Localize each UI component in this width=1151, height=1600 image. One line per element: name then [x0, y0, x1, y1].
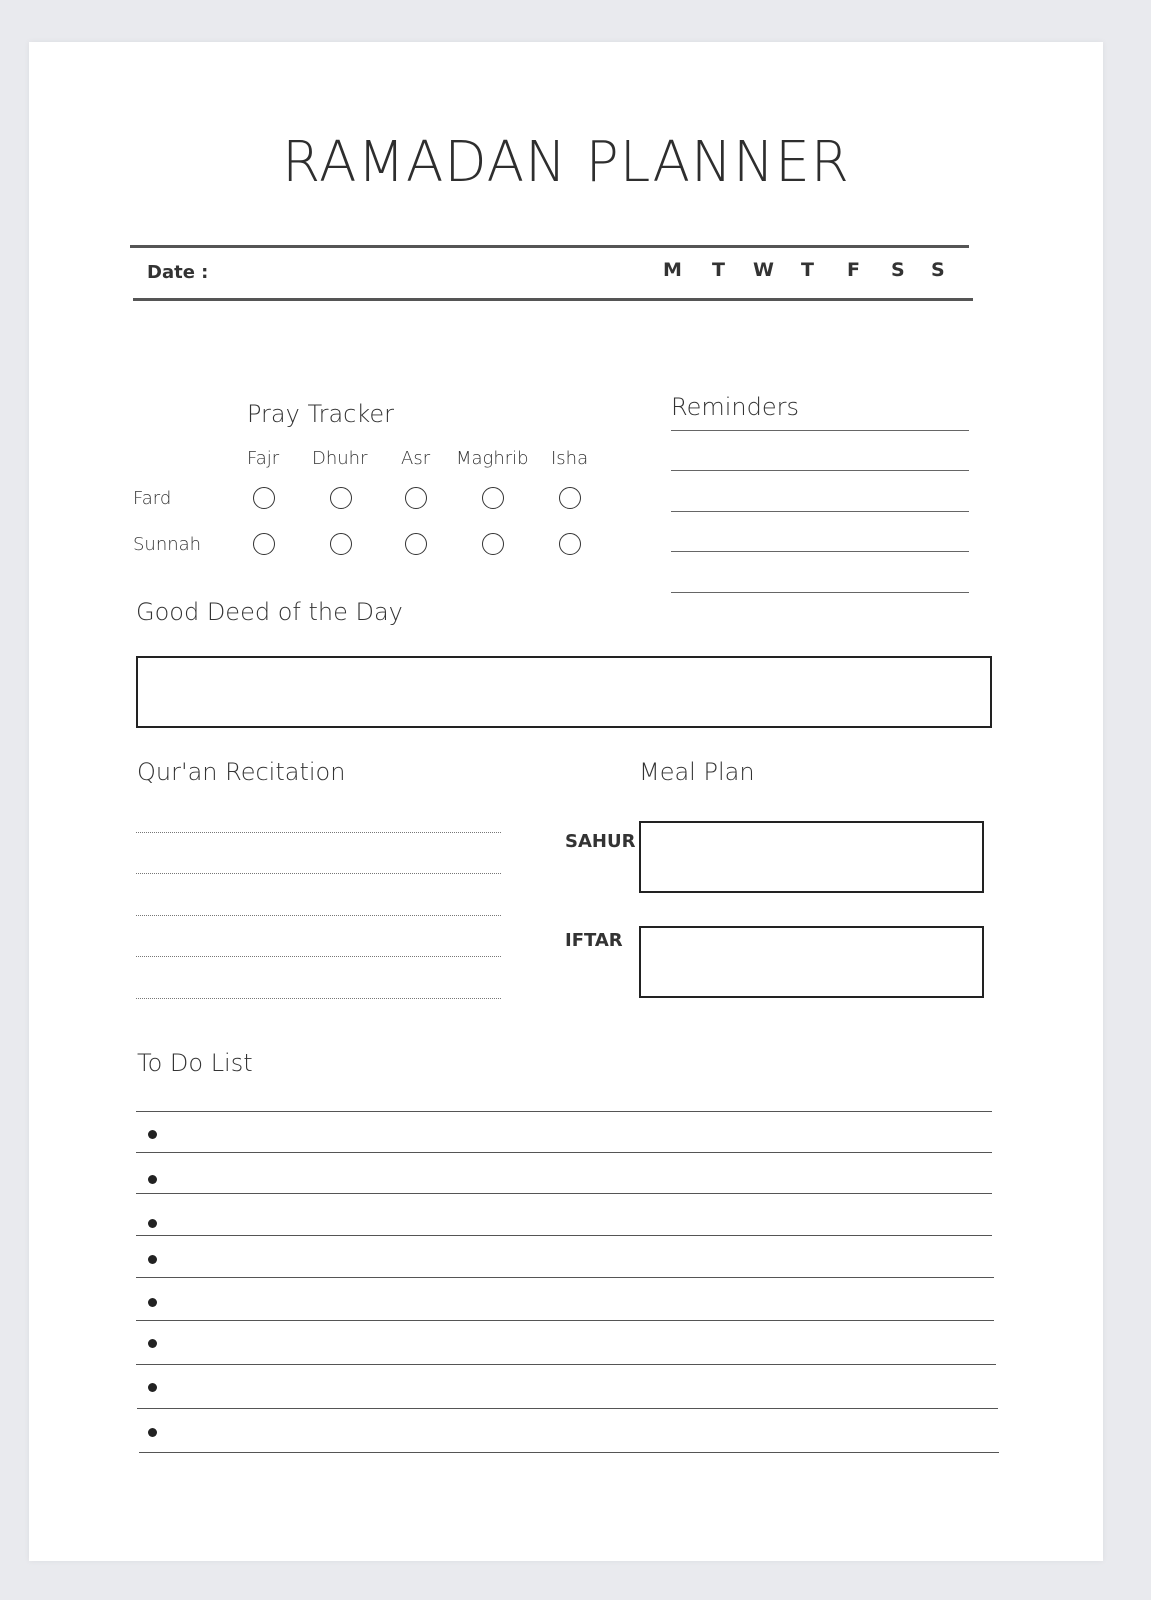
todo-line-2[interactable]: [136, 1152, 992, 1153]
reminder-line-5[interactable]: [671, 592, 969, 593]
fard-fajr-checkbox[interactable]: [253, 487, 275, 509]
todo-bullet-4: [148, 1255, 157, 1264]
todo-line-3[interactable]: [136, 1193, 992, 1194]
day-fri[interactable]: F: [847, 259, 860, 281]
todo-line-4[interactable]: [136, 1235, 992, 1236]
day-sat[interactable]: S: [891, 259, 905, 281]
row-label-sunnah: Sunnah: [133, 534, 202, 555]
sahur-box[interactable]: [639, 821, 984, 893]
todo-bullet-5: [148, 1298, 157, 1307]
day-thu[interactable]: T: [801, 259, 814, 281]
prayer-asr: Asr: [401, 448, 431, 469]
todo-bullet-7: [148, 1383, 157, 1392]
day-mon[interactable]: M: [663, 259, 682, 281]
todo-line-6[interactable]: [136, 1320, 994, 1321]
todo-bullet-8: [148, 1428, 157, 1437]
fard-isha-checkbox[interactable]: [559, 487, 581, 509]
reminder-line-3[interactable]: [671, 511, 969, 512]
todo-title: To Do List: [137, 1049, 253, 1077]
sunnah-asr-checkbox[interactable]: [405, 533, 427, 555]
todo-bullet-6: [148, 1339, 157, 1348]
todo-line-5[interactable]: [136, 1277, 994, 1278]
date-label: Date :: [147, 262, 209, 283]
day-sun[interactable]: S: [931, 259, 945, 281]
quran-line-2[interactable]: [136, 873, 501, 874]
pray-tracker-title: Pray Tracker: [247, 400, 395, 428]
quran-line-1[interactable]: [136, 832, 501, 833]
todo-line-1[interactable]: [136, 1111, 992, 1112]
fard-dhuhr-checkbox[interactable]: [330, 487, 352, 509]
reminder-line-4[interactable]: [671, 551, 969, 552]
meal-plan-title: Meal Plan: [639, 758, 755, 786]
day-tue[interactable]: T: [712, 259, 725, 281]
row-label-fard: Fard: [133, 488, 172, 509]
planner-page: [29, 42, 1103, 1561]
sunnah-dhuhr-checkbox[interactable]: [330, 533, 352, 555]
sunnah-maghrib-checkbox[interactable]: [482, 533, 504, 555]
prayer-maghrib: Maghrib: [456, 448, 529, 469]
todo-bullet-2: [148, 1175, 157, 1184]
good-deed-box[interactable]: [136, 656, 992, 728]
todo-line-9[interactable]: [139, 1452, 999, 1453]
todo-bullet-1: [148, 1130, 157, 1139]
fard-maghrib-checkbox[interactable]: [482, 487, 504, 509]
sunnah-fajr-checkbox[interactable]: [253, 533, 275, 555]
quran-line-5[interactable]: [136, 998, 501, 999]
iftar-label: IFTAR: [565, 930, 623, 951]
iftar-box[interactable]: [639, 926, 984, 998]
quran-title: Qur'an Recitation: [137, 758, 346, 786]
good-deed-title: Good Deed of the Day: [136, 598, 403, 626]
reminders-title: Reminders: [671, 393, 799, 421]
sahur-label: SAHUR: [565, 831, 636, 852]
header-top-rule: [130, 245, 969, 248]
todo-line-8[interactable]: [137, 1408, 998, 1409]
sunnah-isha-checkbox[interactable]: [559, 533, 581, 555]
quran-line-3[interactable]: [136, 915, 501, 916]
header-bottom-rule: [133, 298, 973, 301]
prayer-fajr: Fajr: [247, 448, 280, 469]
prayer-dhuhr: Dhuhr: [312, 448, 368, 469]
day-wed[interactable]: W: [753, 259, 774, 281]
page-title: RAMADAN PLANNER: [282, 130, 850, 195]
fard-asr-checkbox[interactable]: [405, 487, 427, 509]
prayer-isha: Isha: [551, 448, 589, 469]
todo-line-7[interactable]: [136, 1364, 996, 1365]
reminder-line-1[interactable]: [671, 430, 969, 431]
reminder-line-2[interactable]: [671, 470, 969, 471]
quran-line-4[interactable]: [136, 956, 501, 957]
todo-bullet-3: [148, 1219, 157, 1228]
